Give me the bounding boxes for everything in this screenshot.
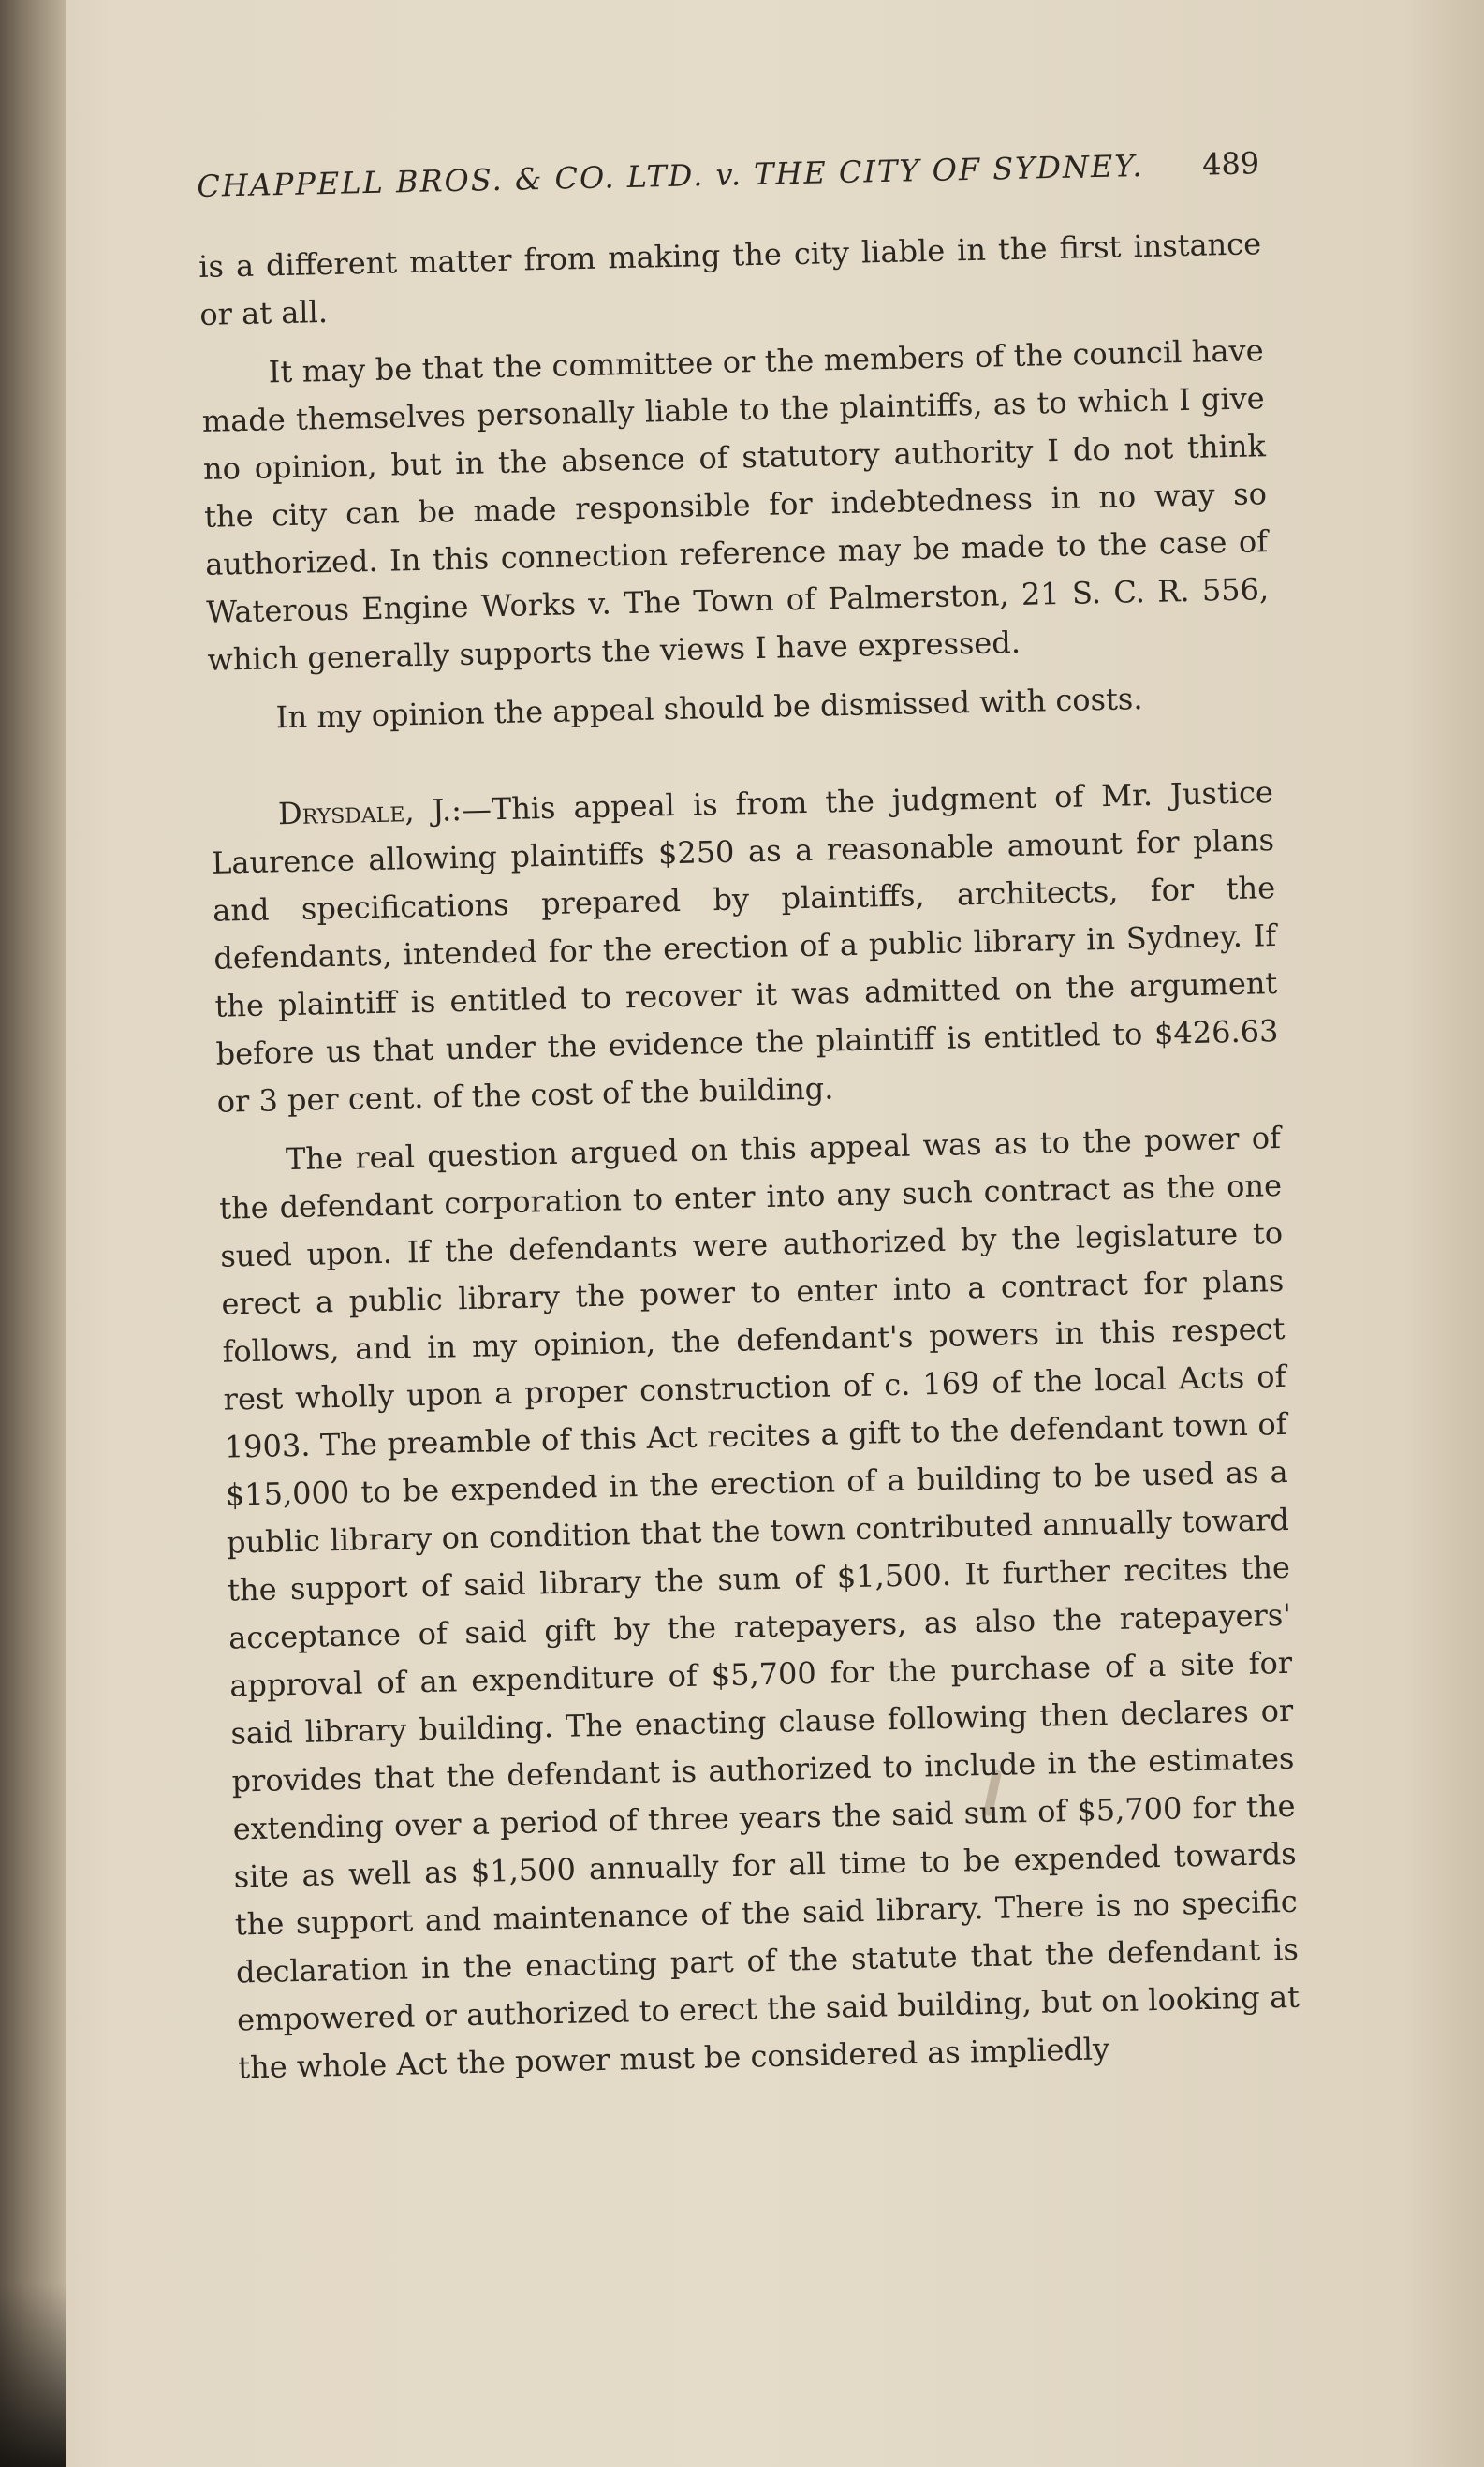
book-gutter [0,0,66,2467]
gutter-shadow [0,2284,66,2467]
paragraph-5: The real question argued on this appeal was as to the power of the defendant corporation to enter into any such contract as the one sued upon. If the defendants were authorized by the legislature to erect a public library the power to enter into a contract for plans follows, and in my opinion, the defendant's powers in this respect rest wholly upon a proper construction of c. 169 of the local Acts of 1903. The preamble of this Act recites a gift to the defendant town of $15,000 to be expended in the erection of a building to be used as a public library on condition that the town contributed annually toward the support of said library the sum of $1,500. It further recites the acceptance of said gift by the ratepayers, as also the ratepayers' approval of an expenditure of $5,700 for the purchase of a site for said library building. The enacting clause following then declares or provides that the defendant is authorized to include in the estimates extending over a period of three years the said sum of $5,700 for the site as well as $1,500 annually for all time to be expended towards the support and maintenance of the said library. There is no specific declaration in the enacting part of the statute that the defendant is empowered or authorized to erect the said building, but on looking at the whole Act the power must be considered as impliedly [218,1119,1300,2086]
text-block [197,145,1301,2103]
paragraph-4 [211,769,1281,1126]
judge-name: Drysdale, J. [277,792,452,832]
page-number: 489 [1201,145,1260,183]
running-title: CHAPPELL BROS. & CO. LTD. v. THE CITY OF SYDNEY. [197,147,1144,204]
paragraph-1: is a different matter from making the city liable in the first instance or at all. [198,226,1262,332]
paragraph-4-text: :—This appeal is from the judgment of Mr. Justice Laurence allowing plaintiffs $250 as a reasonable amount for plans and specifications prepared by plaintiffs, architects, for the defendants, intended for the erection of a public library in Sydney. If the plaintiff is entitled to recover it was admitted on the argument before us that under the evidence the plaintiff is entitled to $426.63 or 3 per cent. of the cost of the building. [211,774,1279,1120]
running-head [197,145,1260,204]
paragraph-3: In my opinion the appeal should be dismissed with costs. [275,681,1143,736]
paragraph-2: It may be that the committee or the members of the council have made themselves personally liable to the plaintiffs, as to which I give no opinion, but in the absence of statutory authority I do not think the city can be made responsible for indebtedness in no way so authorized. In this connection reference may be made to the case of Waterous Engine Works v. The Town of Palmerston, 21 S. C. R. 556, which generally supports the views I have expressed. [201,332,1270,678]
